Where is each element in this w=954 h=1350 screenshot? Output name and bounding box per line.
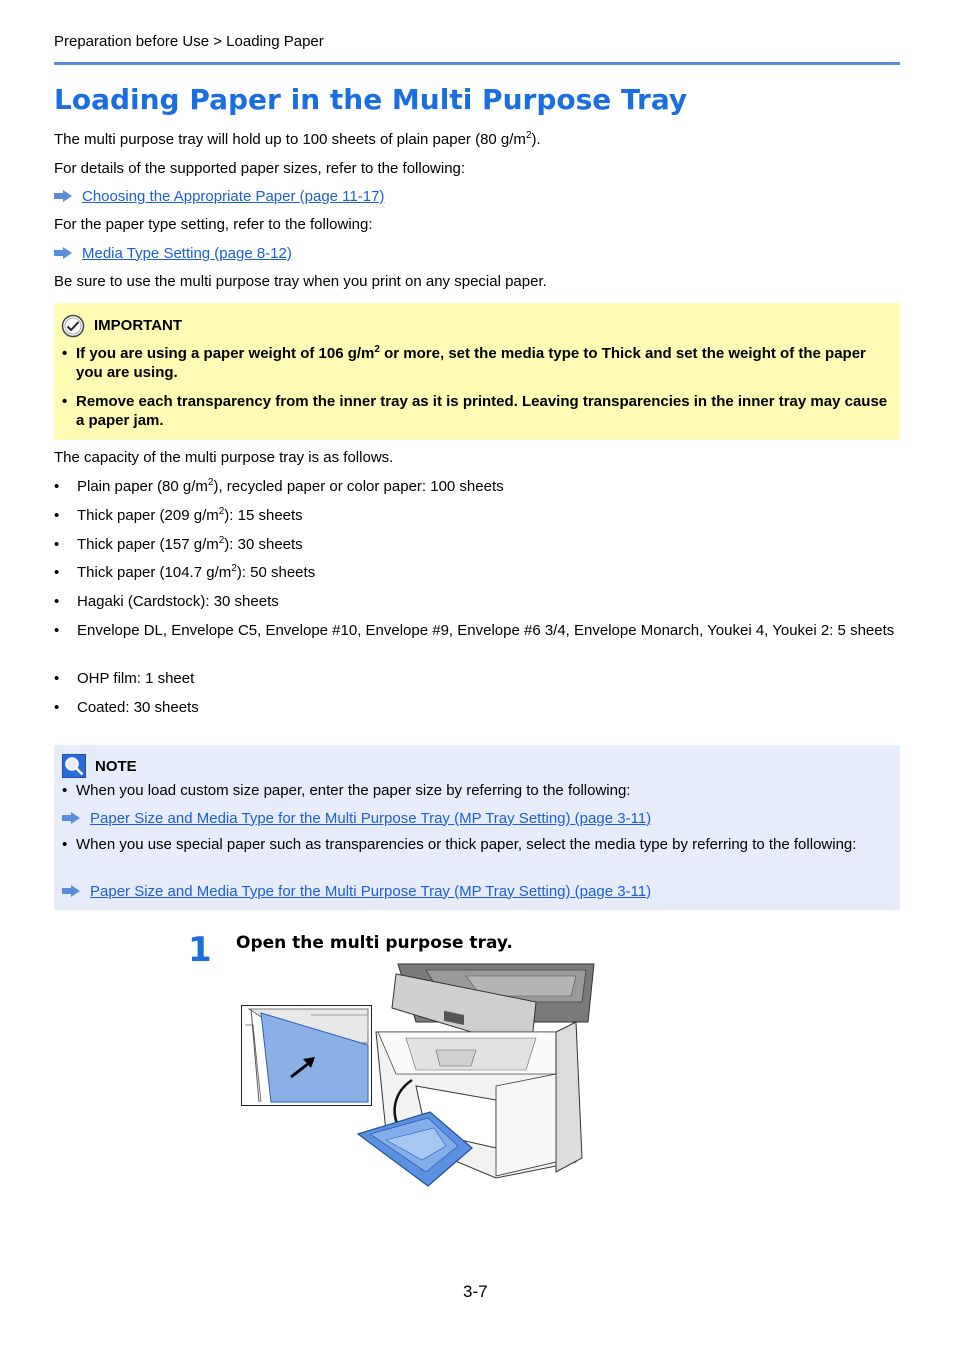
step-text: Open the multi purpose tray. xyxy=(236,933,513,953)
important-heading: IMPORTANT xyxy=(94,317,183,334)
arrow-right-icon xyxy=(62,812,80,824)
intro-paragraph-4: Be sure to use the multi purpose tray when you print on any special paper. xyxy=(54,273,547,290)
page-title: Loading Paper in the Multi Purpose Tray xyxy=(54,83,688,116)
note-link-row xyxy=(62,881,651,901)
link-media-type-setting[interactable]: Media Type Setting (page 8-12) xyxy=(82,244,292,262)
capacity-intro: The capacity of the multi purpose tray is as follows. xyxy=(54,449,394,466)
magnifier-note-icon xyxy=(62,754,86,778)
printer-illustration xyxy=(356,962,596,1188)
intro-paragraph-1: The multi purpose tray will hold up to 100 sheets of plain paper (80 $g/m^2$). xyxy=(54,130,541,148)
note-heading: NOTE xyxy=(95,758,137,775)
link-mp-tray-setting[interactable]: Paper Size and Media Type for the Multi Purpose Tray (MP Tray Setting) (page 3-11) xyxy=(90,882,652,900)
intro-paragraph-3: For the paper type setting, refer to the following: xyxy=(54,216,373,233)
arrow-right-icon xyxy=(54,190,72,202)
link-row-paper xyxy=(54,186,384,206)
checkmark-circle-icon xyxy=(61,314,85,338)
tray-detail-illustration xyxy=(241,1005,372,1106)
link-row-media-type xyxy=(54,243,292,263)
breadcrumb: Preparation before Use > Loading Paper xyxy=(54,33,324,50)
step-number: 1 xyxy=(188,930,212,970)
arrow-right-icon xyxy=(62,885,80,897)
note-link-row xyxy=(62,808,651,828)
link-choosing-paper[interactable]: Choosing the Appropriate Paper (page 11-17) xyxy=(82,187,385,205)
arrow-right-icon xyxy=(54,247,72,259)
page-number: 3-7 xyxy=(463,1282,488,1301)
link-mp-tray-setting[interactable]: Paper Size and Media Type for the Multi Purpose Tray (MP Tray Setting) (page 3-11) xyxy=(90,809,652,827)
header-rule xyxy=(54,62,900,65)
intro-paragraph-2: For details of the supported paper sizes, refer to the following: xyxy=(54,160,466,177)
